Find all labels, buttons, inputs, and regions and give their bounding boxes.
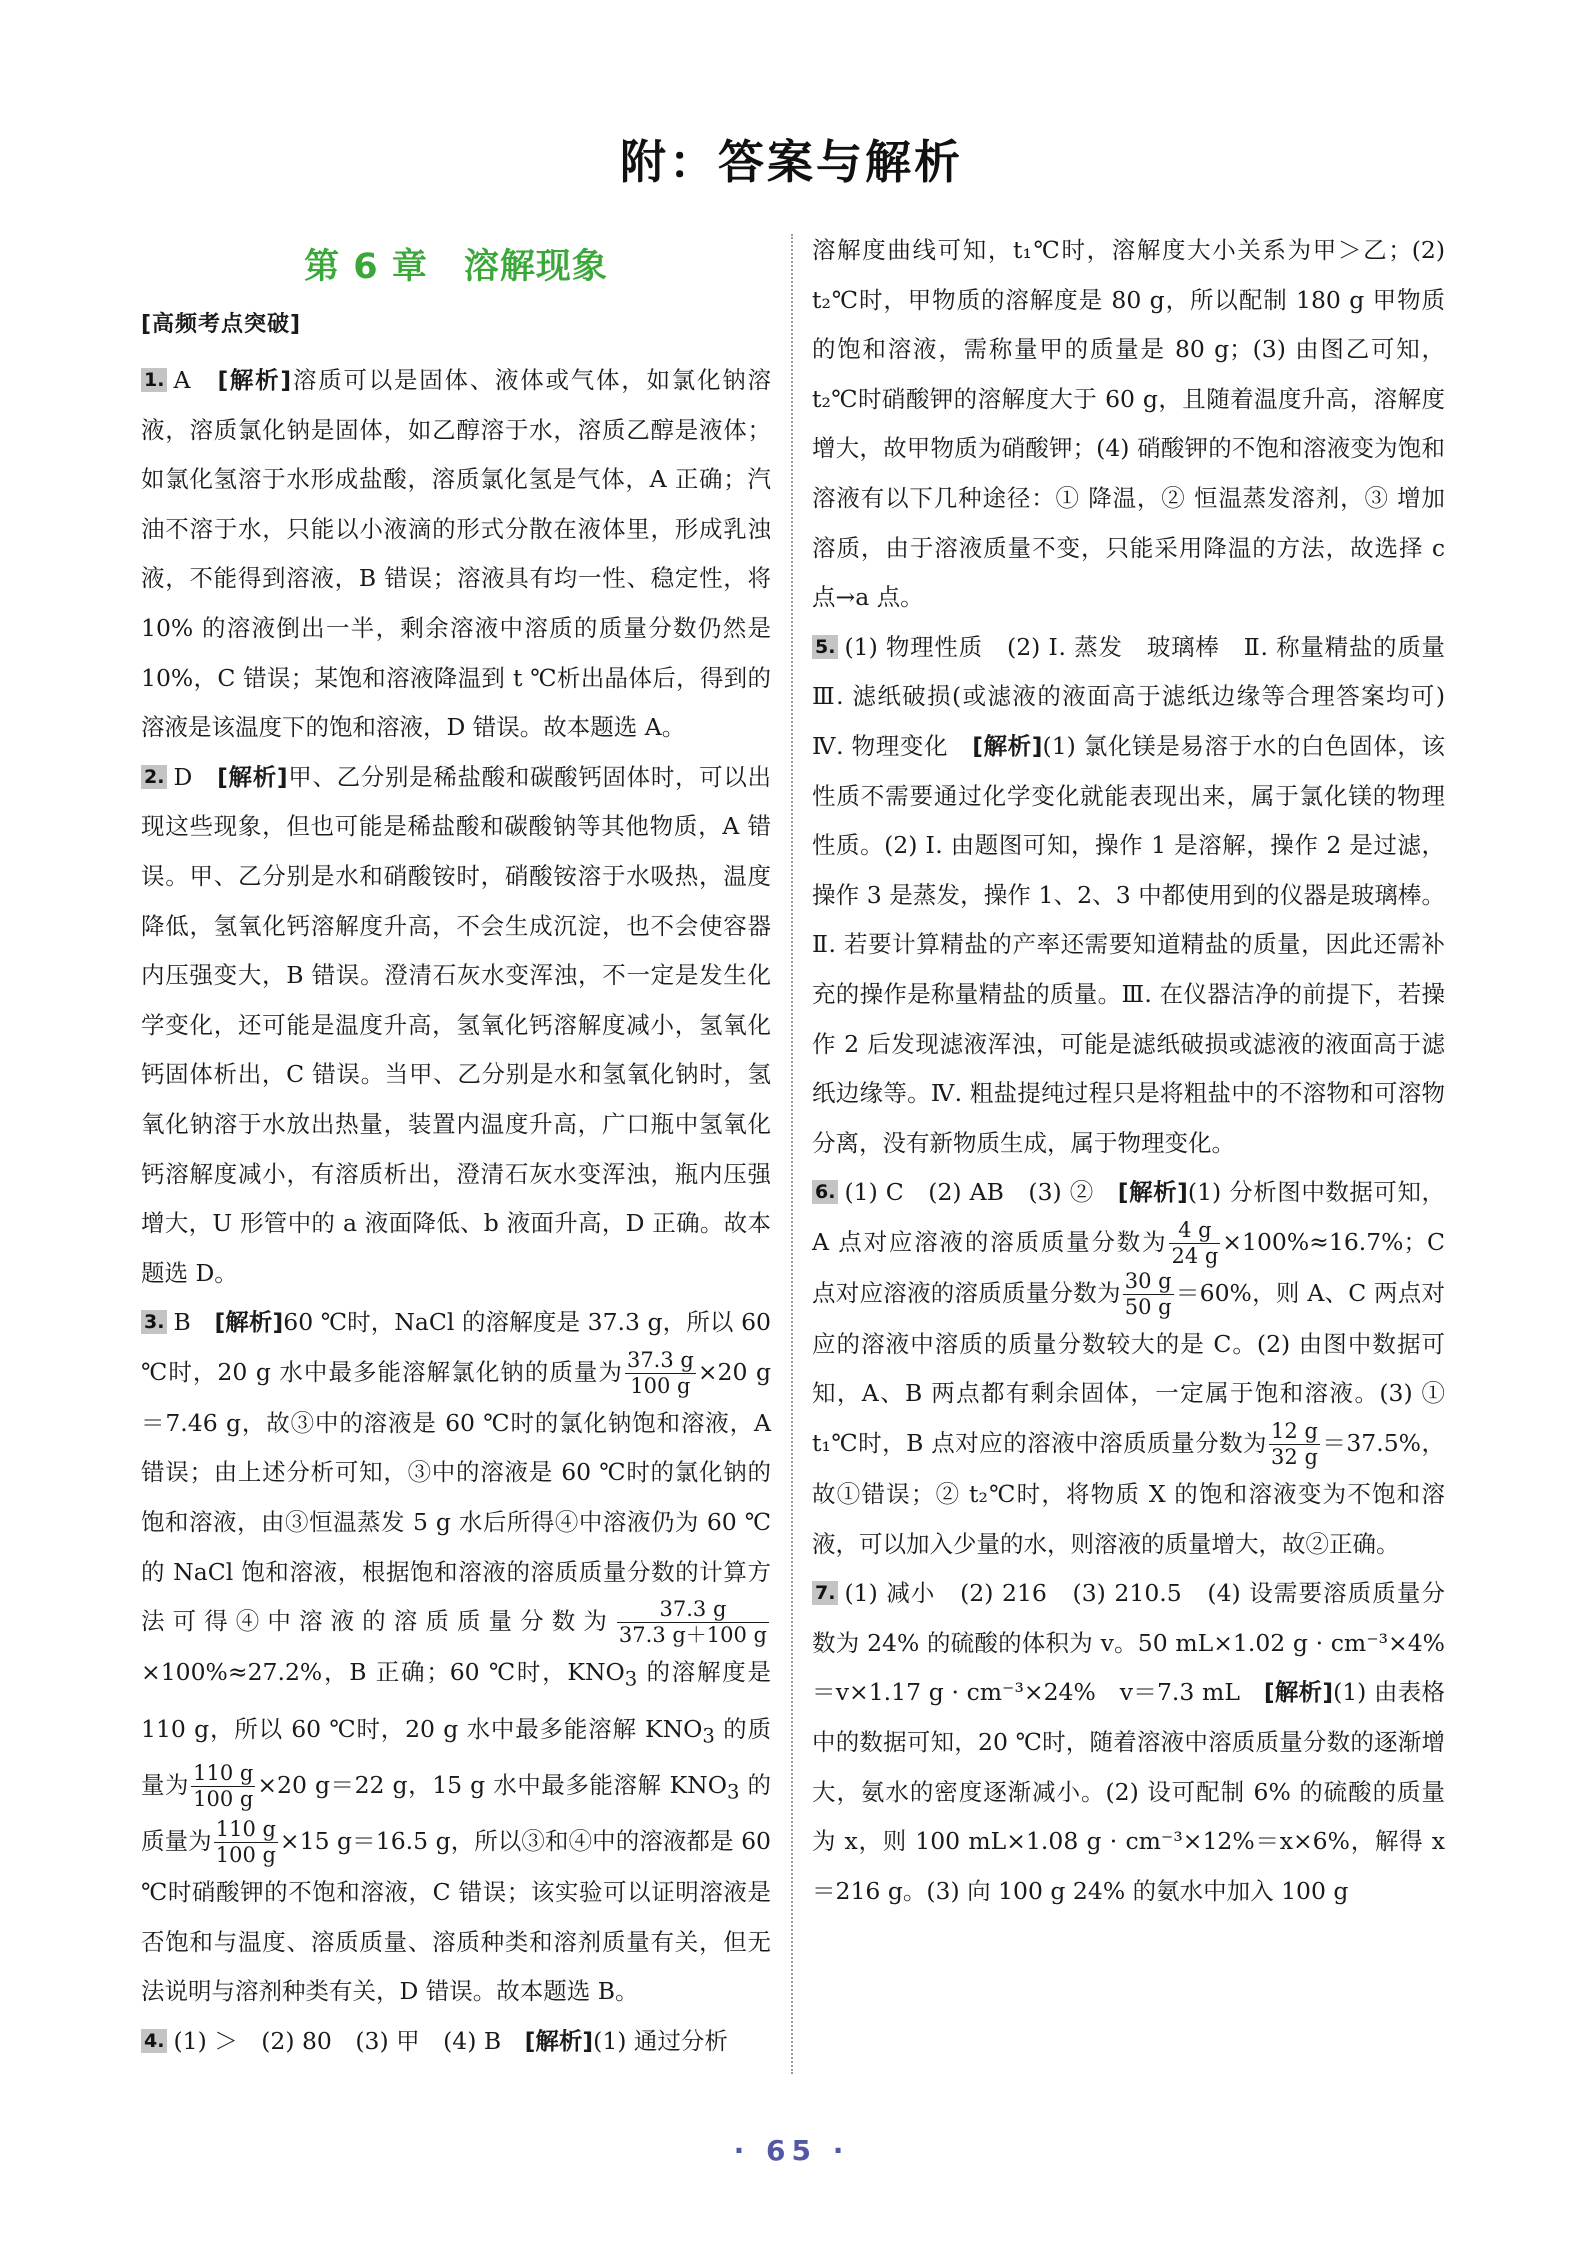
analysis-tag: [解析] (214, 1308, 284, 1337)
analysis-tag: [解析] (972, 731, 1043, 760)
answer-2: 2. D [解析]甲、乙分别是稀盐酸和碳酸钙固体时，可以出现这些现象，但也可能是稀盐酸和碳酸钠等其他物质，A 错误。甲、乙分别是水和硝酸铵时，硝酸铵溶于水吸热，温度降低，氢氧化钙溶解度升高，不会生成沉淀，也不会使容器内压强变大，B 错误。澄清石灰水变浑浊，不一定是发生化学变化，还可能是温度升高，氢氧化钙溶解度减小，氢氧化钙固体析出，C 错误。当甲、乙分别是水和氢氧化钠时，氢氧化钠溶于水放出热量，装置内温度升高，广口瓶中氢氧化钙溶解度减小，有溶质析出，澄清石灰水变浑浊，瓶内压强增大，U 形管中的 a 液面降低、b 液面升高，D 正确。故本题选 D。 (141, 762, 772, 1287)
answer-7: 7. (1) 减小 (2) 216 (3) 210.5 (4) 设需要溶质质量分数为 24% 的硫酸的体积为 v。50 mL×1.02 g · cm⁻³×4%＝v×1.17 g · cm⁻³×24% v＝7.3 mL [解析](1) 由表格中的数据可知，20 ℃时，随着溶液中溶质质量分数的逐渐增大，氨水的密度逐渐减小。(2) 设可配制 6% 的硫酸的质量为 x，则 100 mL×1.08 g · cm⁻³×12%＝x×6%，解得 x＝216 g。(3) 向 100 g 24% 的氨水中加入 100 g (812, 1579, 1445, 1905)
analysis-tag: [解析] (1263, 1678, 1334, 1707)
answer-3: 3. B [解析]60 ℃时，NaCl 的溶解度是 37.3 g，所以 60 ℃时，20 g 水中最多能溶解氯化钠的质量为 $\frac{37.3 g}{100 g}$ ×20 g＝7.46 g，故③中的溶液是 60 ℃时的氯化钠饱和溶液，A 错误；由上述分析可知，③中的溶液是 60 ℃时的氯化钠的饱和溶液，由③恒温蒸发 5 g 水后所得④中溶液仍为 60 ℃的 NaCl 饱和溶液，根据饱和溶液的溶质质量分数的计算方法可得④中溶液的溶质质量分数为 $\frac{37.3 g}{37.3 g+100 g}$ ×100%≈27.2%，B 正确；60 ℃时，$KNO_3$ 的溶解度是 110 g，所以 60 ℃时，20 g 水中最多能溶解 $KNO_3$ 的质量为 $\frac{110 g}{100 g}$ ×20 g＝22 g，15 g 水中最多能溶解 $KNO_3$ 的质量为 $\frac{110 g}{100 g}$ ×15 g＝16.5 g，所以③和④中的溶液都是 60 ℃时硝酸钾的不饱和溶液，C 错误；该实验可以证明溶液是否饱和与温度、溶质质量、溶质种类和溶剂质量有关，但无法说明与溶剂种类有关，D 错误。故本题选 B。 (141, 1308, 771, 2006)
answer-4: 4. (1) ＞ (2) 80 (3) 甲 (4) B [解析](1) 通过分析 (141, 2017, 771, 2067)
question-number: 2. (141, 765, 167, 789)
section-label: [高频考点突破] (141, 312, 302, 337)
answer-list (141, 356, 771, 2066)
fraction: $\frac{30 g}{50 g}$ (1124, 1268, 1172, 1319)
fraction: $\frac{37.3 g}{100 g}$ (626, 1347, 694, 1398)
page-number: · 65 · (733, 2134, 850, 2167)
answer-4-continued: 溶解度曲线可知，t₁℃时，溶解度大小关系为甲＞乙；(2) t₂℃时，甲物质的溶解度是 80 g，所以配制 180 g 甲物质的饱和溶液，需称量甲的质量是 80 g；(3) 由图乙可知，t₂℃时硝酸钾的溶解度大于 60 g，且随着温度升高，溶解度增大，故甲物质为硝酸钾；(4) 硝酸钾的不饱和溶液变为饱和溶液有以下几种途径：① 降温，② 恒温蒸发溶剂，③ 增加溶质，由于溶液质量不变，只能采用降温的方法，故选择 c 点→a 点。 (812, 236, 1445, 612)
analysis-tag: [解析] (217, 762, 288, 791)
fraction: $\frac{12 g}{32 g}$ (1271, 1419, 1318, 1470)
question-number: 7. (812, 1581, 838, 1605)
analysis-tag: [解析] (524, 2026, 594, 2055)
question-number: 6. (812, 1180, 838, 1204)
question-number: 3. (141, 1310, 167, 1334)
answer-list (812, 226, 1469, 1916)
analysis-tag: [解析] (217, 366, 292, 394)
column-divider (791, 234, 793, 2074)
answer-1: 1. A [解析]溶质可以是固体、液体或气体，如氯化钠溶液，溶质氯化钠是固体，如乙醇溶于水，溶质乙醇是液体；如氯化氢溶于水形成盐酸，溶质氯化氢是气体，A 正确；汽油不溶于水，只能以小液滴的形式分散在液体里，形成乳浊液，不能得到溶液，B 错误；溶液具有均一性、稳定性，将 10% 的溶液倒出一半，剩余溶液中溶质的质量分数仍然是 10%，C 错误；某饱和溶液降温到 t ℃析出晶体后，得到的溶液是该温度下的饱和溶液，D 错误。故本题选 A。 (141, 366, 771, 742)
fraction: $\frac{110 g}{100 g}$ (215, 1817, 276, 1868)
question-number: 1. (141, 368, 167, 392)
fraction: $\frac{4 g}{24 g}$ (1171, 1217, 1219, 1268)
chapter-heading: 第 6 章 溶解现象 (304, 247, 608, 287)
fraction: $\frac{110 g}{100 g}$ (193, 1760, 254, 1811)
fraction: $\frac{37.3 g}{37.3 g+100 g}$ (618, 1597, 767, 1648)
answer-6: 6. (1) C (2) AB (3) ② [解析](1) 分析图中数据可知，A 点对应溶液的溶质质量分数为 $\frac{4 g}{24 g}$ ×100%≈16.7%；C 点对应溶液的溶质质量分数为 $\frac{30 g}{50 g}$ ＝60%，则 A、C 两点对应的溶液中溶质的质量分数较大的是 C。(2) 由图中数据可知，A、B 两点都有剩余固体，一定属于饱和溶液。(3) ① t₁℃时，B 点对应的溶液中溶质质量分数为 $\frac{12 g}{32 g}$ ＝37.5%，故①错误；② t₂℃时，将物质 X 的饱和溶液变为不饱和溶液，可以加入少量的水，则溶液的质量增大，故②正确。 (812, 1178, 1446, 1558)
question-number: 5. (812, 635, 838, 659)
page-title: 附：答案与解析 (620, 135, 963, 189)
analysis-tag: [解析] (1117, 1178, 1188, 1207)
question-number: 4. (141, 2029, 167, 2053)
answer-5: 5. (1) 物理性质 (2) Ⅰ. 蒸发 玻璃棒 Ⅱ. 称量精盐的质量 Ⅲ. 滤纸破损(或滤液的液面高于滤纸边缘等合理答案均可) Ⅳ. 物理变化 [解析](1) 氯化镁是易溶于水的白色固体，该性质不需要通过化学变化就能表现出来，属于氯化镁的物理性质。(2) Ⅰ. 由题图可知，操作 1 是溶解，操作 2 是过滤，操作 3 是蒸发，操作 1、2、3 中都使用到的仪器是玻璃棒。Ⅱ. 若要计算精盐的产率还需要知道精盐的质量，因此还需补充的操作是称量精盐的质量。Ⅲ. 在仪器洁净的前提下，若操作 2 后发现滤液浑浊，可能是滤纸破损或滤液的液面高于滤纸边缘等。Ⅳ. 粗盐提纯过程只是将粗盐中的不溶物和可溶物分离，没有新物质生成，属于物理变化。 (812, 632, 1469, 1157)
